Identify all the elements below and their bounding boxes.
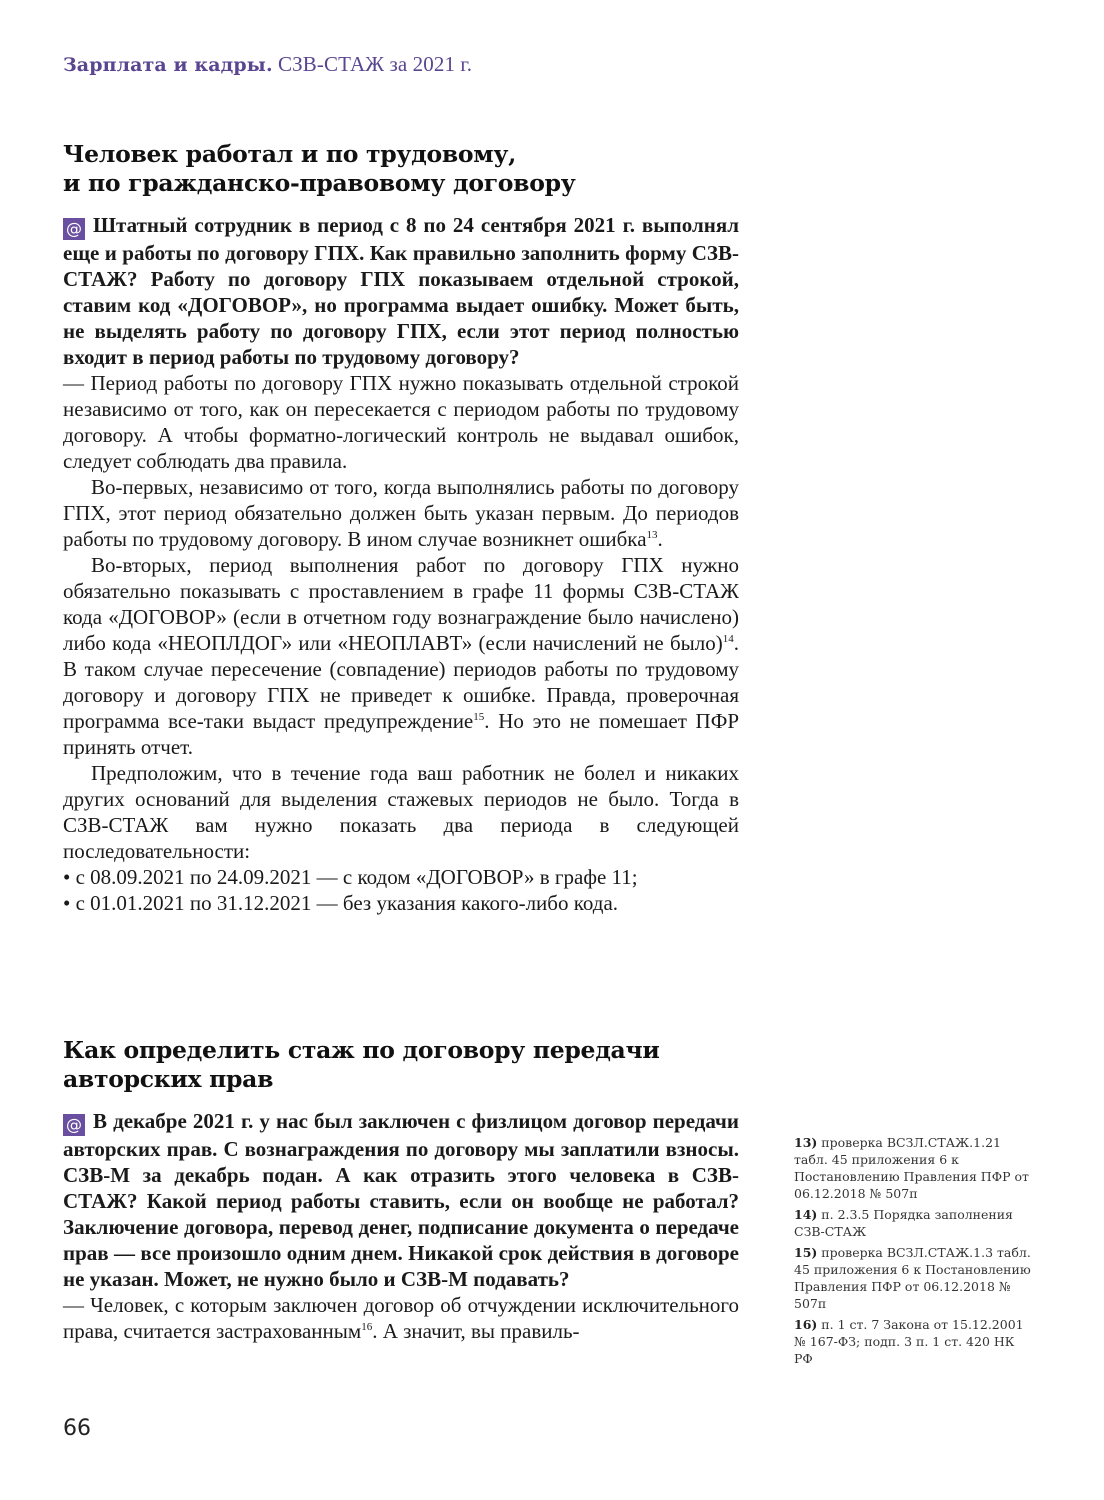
- footnote-ref[interactable]: 15: [473, 711, 485, 723]
- question-at-icon: @: [63, 218, 85, 240]
- running-head-topic: СЗВ-СТАЖ за 2021 г.: [278, 52, 473, 76]
- section-2-question: @ В декабре 2021 г. у нас был заключен с физлицом договор передачи авторских прав. С вознаграждения по договору мы заплатили взносы. СЗВ-М за декабрь подан. А как отразить этого человека в СЗВ-СТАЖ? Какой период работы ставить, если он вообще не работал? Заключение договора, перевод денег, подписание документа о передаче прав — все произошло одним днем. Никакой срок действия в договоре не указан. Может, не нужно было и СЗВ-М подавать?: [63, 1109, 739, 1291]
- section-2-answer: [63, 1292, 739, 1344]
- period-list: [63, 864, 739, 916]
- section-1: [63, 140, 739, 916]
- section-1-question: @ Штатный сотрудник в период с 8 по 24 сентября 2021 г. выполнял еще и работы по договору ГПХ. Как правильно заполнить форму СЗВ-СТАЖ? Работу по договору ГПХ показываем отдельной строкой, ставим код «ДОГОВОР», но программа выдает ошибку. Может быть, не выделять работу по договору ГПХ, если этот период полностью входит в период работы по трудовому договору?: [63, 213, 739, 369]
- answer-paragraph: Предположим, что в течение года ваш работник не болел и никаких других оснований для выделения стажевых периодов не было. Тогда в СЗВ-СТАЖ вам нужно показать два периода в следующей последовательности:: [63, 761, 739, 863]
- list-item: • с 08.09.2021 по 24.09.2021 — с кодом «ДОГОВОР» в графе 11;: [63, 864, 739, 890]
- section-2-title: Как определить стаж по договору передачи авторских прав: [63, 1036, 660, 1093]
- section-1-answer: [63, 370, 739, 916]
- answer-paragraph: — Человек, с которым заключен договор об отчуждении исключительного права, считается застрахованным$^{16}$. А значит, вы правиль-: [63, 1293, 739, 1343]
- footnote-15: 15) проверка ВСЗЛ.СТАЖ.1.3 табл. 45 приложения 6 к Постановлению Правления ПФР от 06.12.2018 № 507п: [794, 1245, 1031, 1311]
- footnote-16: 16) п. 1 ст. 7 Закона от 15.12.2001 № 167-ФЗ; подп. 3 п. 1 ст. 420 НК РФ: [794, 1317, 1024, 1366]
- page-number: 66: [63, 1416, 91, 1441]
- answer-paragraph: Во-первых, независимо от того, когда выполнялись работы по договору ГПХ, этот период обязательно должен быть указан первым. До периодов работы по трудовому договору. В ином случае возникнет ошибка$^{13}$.: [63, 475, 739, 551]
- footnote-ref[interactable]: 13: [646, 529, 658, 541]
- section-2: [63, 1036, 739, 1344]
- question-at-icon: @: [63, 1114, 85, 1136]
- footnote-14: 14) п. 2.3.5 Порядка заполнения СЗВ-СТАЖ: [794, 1207, 1013, 1239]
- running-head-section: Зарплата и кадры.: [63, 54, 273, 76]
- list-item: • с 01.01.2021 по 31.12.2021 — без указания какого-либо кода.: [63, 890, 739, 916]
- footnote-ref[interactable]: 16: [361, 1321, 373, 1333]
- section-1-title: Человек работал и по трудовому, и по гражданско-правовому договору: [63, 140, 576, 197]
- answer-paragraph: — Период работы по договору ГПХ нужно показывать отдельной строкой независимо от того, как он пересекается с периодом работы по трудовому договору. А чтобы форматно-логический контроль не выдавал ошибок, следует соблюдать два правила.: [63, 371, 739, 473]
- footnote-13: 13) проверка ВСЗЛ.СТАЖ.1.21 табл. 45 приложения 6 к Постановлению Правления ПФР от 06.12.2018 № 507п: [794, 1135, 1029, 1201]
- footnote-ref[interactable]: 14: [722, 633, 734, 645]
- running-head: [63, 52, 472, 77]
- footnotes: [794, 1134, 1034, 1371]
- answer-paragraph: Во-вторых, период выполнения работ по договору ГПХ нужно обязательно показывать с проставлением в графе 11 формы СЗВ-СТАЖ кода «ДОГОВОР» (если в отчетном году вознаграждение было начислено) либо кода «НЕОПЛДОГ» или «НЕОПЛАВТ» (если начислений не было)$^{14}$. В таком случае пересечение (совпадение) периодов работы по трудовому договору и договору ГПХ не приведет к ошибке. Правда, проверочная программа все-таки выдаст предупреждение$^{15}$. Но это не помешает ПФР принять отчет.: [63, 553, 739, 759]
